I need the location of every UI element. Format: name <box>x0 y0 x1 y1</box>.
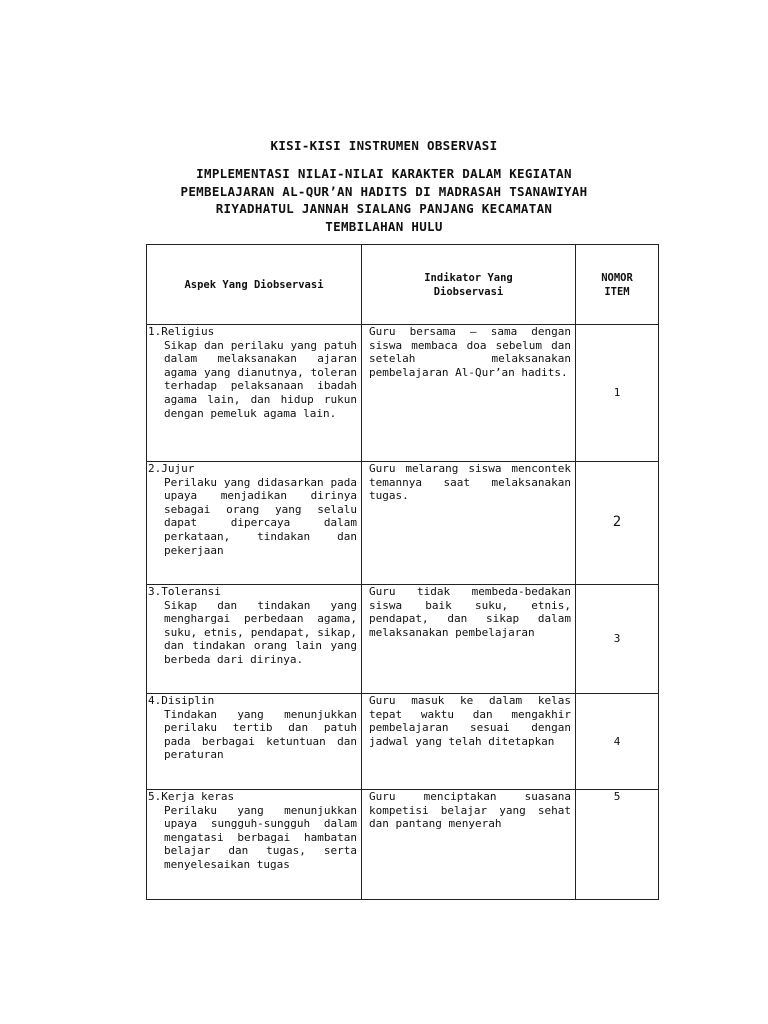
aspect-title: 1.Religius <box>148 325 215 338</box>
aspect-description: Perilaku yang menunjukkan upaya sungguh-sungguh dalam mengatasi berbagai hambatan belajar dan tugas, serta menyelesaikan tugas <box>164 803 357 871</box>
aspect-title: 2.Jujur <box>148 462 195 475</box>
table-header-row <box>147 245 659 325</box>
observation-grid-table <box>146 244 659 900</box>
item-number-cell: 1 <box>576 325 659 462</box>
table-row <box>147 790 659 900</box>
subtitle-line: IMPLEMENTASI NILAI-NILAI KARAKTER DALAM KEGIATAN <box>196 166 572 181</box>
aspect-cell <box>147 585 362 694</box>
aspect-description: Sikap dan tindakan yang menghargai perbedaan agama, suku, etnis, pendapat, sikap, dan tindakan orang lain yang berbeda dari dirinya. <box>164 598 357 666</box>
subtitle-line: RIYADHATUL JANNAH SIALANG PANJANG KECAMATAN <box>215 201 553 216</box>
indicator-cell: Guru menciptakan suasana kompetisi belajar yang sehat dan pantang menyerah <box>362 790 576 900</box>
item-number-cell: 4 <box>576 694 659 790</box>
header-indicator-line: Diobservasi <box>433 285 504 298</box>
subtitle-line: PEMBELAJARAN AL-QUR’AN HADITS DI MADRASAH TSANAWIYAH <box>180 183 588 199</box>
item-number-cell: 5 <box>576 790 659 900</box>
aspect-cell <box>147 694 362 790</box>
document-title: KISI-KISI INSTRUMEN OBSERVASI <box>270 138 498 153</box>
indicator-cell: Guru melarang siswa mencontek temannya saat melaksanakan tugas. <box>362 462 576 585</box>
indicator-cell: Guru bersama – sama dengan siswa membaca doa sebelum dan setelah melaksanakan pembelajaran Al-Qur’an hadits. <box>362 325 576 462</box>
aspect-description: Perilaku yang didasarkan pada upaya menjadikan dirinya sebagai orang yang selalu dapat dipercaya dalam perkataan, tindakan dan pekerjaan <box>164 475 357 557</box>
aspect-description: Tindakan yang menunjukkan perilaku tertib dan patuh pada berbagai ketuntuan dan peraturan <box>164 707 357 762</box>
item-number: 2 <box>612 514 622 531</box>
indicator-cell: Guru tidak membeda-bedakan siswa baik suku, etnis, pendapat, dan sikap dalam melaksanakan pembelajaran <box>362 585 576 694</box>
header-item-line: NOMOR <box>601 271 633 284</box>
document-subtitle <box>0 165 768 235</box>
table-row <box>147 462 659 585</box>
header-aspect: Aspek Yang Diobservasi <box>147 245 362 325</box>
header-item-line: ITEM <box>604 285 630 298</box>
aspect-cell <box>147 462 362 585</box>
aspect-cell <box>147 790 362 900</box>
aspect-title: 3.Toleransi <box>148 585 221 598</box>
aspect-cell <box>147 325 362 462</box>
aspect-description: Sikap dan perilaku yang patuh dalam melaksanakan ajaran agama yang dianutnya, toleran terhadap pelaksanaan ibadah agama lain, dan hidup rukun dengan pemeluk agama lain. <box>164 338 357 420</box>
indicator-cell: Guru masuk ke dalam kelas tepat waktu dan mengakhir pembelajaran sesuai dengan jadwal yang telah ditetapkan <box>362 694 576 790</box>
table-row <box>147 325 659 462</box>
subtitle-line: TEMBILAHAN HULU <box>325 218 443 234</box>
aspect-title: 4.Disiplin <box>148 694 215 707</box>
header-item-number <box>576 245 659 325</box>
header-indicator-line: Indikator Yang <box>424 271 513 284</box>
item-number-cell <box>576 462 659 585</box>
aspect-title: 5.Kerja keras <box>148 790 235 803</box>
header-indicator <box>362 245 576 325</box>
table-row <box>147 694 659 790</box>
item-number-cell: 3 <box>576 585 659 694</box>
table-row <box>147 585 659 694</box>
